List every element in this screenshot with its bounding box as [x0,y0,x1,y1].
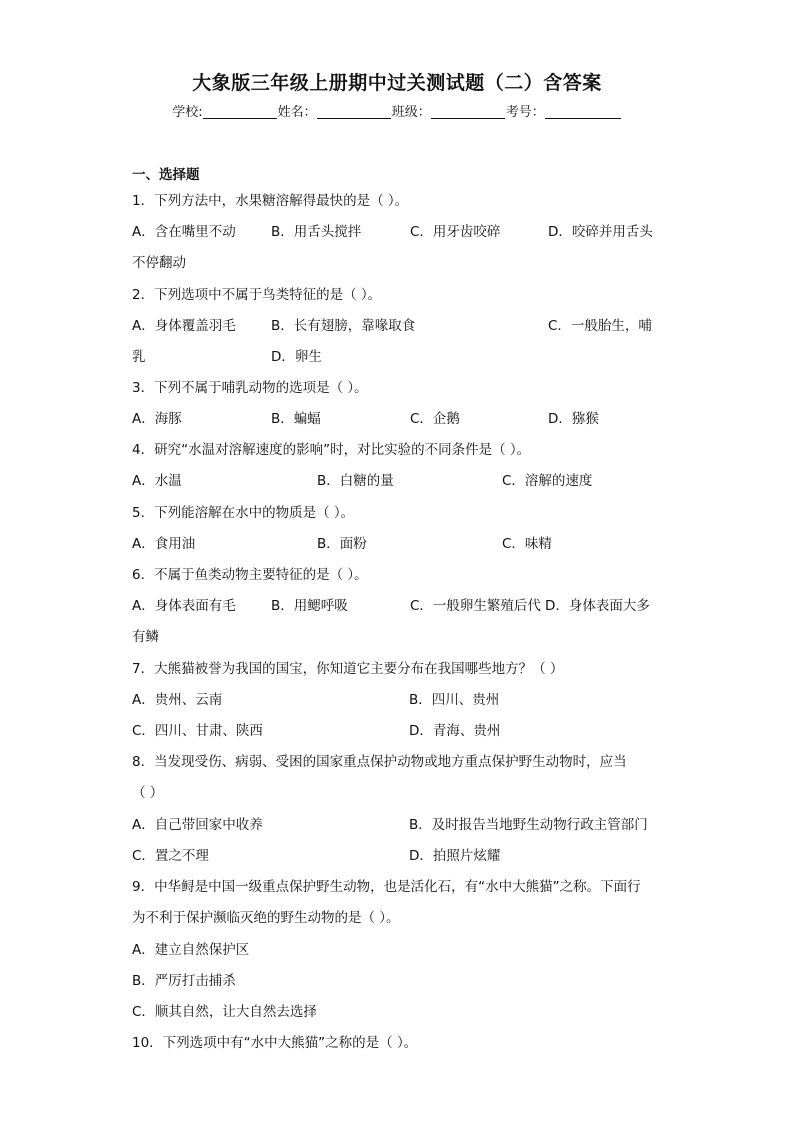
option-c: C．溶解的速度 [502,473,593,489]
question-stem: 6．不属于鱼类动物主要特征的是（ ）。 [132,567,368,583]
option-c: C．用牙齿咬碎 [410,224,501,240]
question-stem: 5．下列能溶解在水中的物质是（ ）。 [132,505,355,521]
option-wrap: 乳 [132,349,146,365]
exam-no-blank[interactable] [545,104,621,119]
option-a: A．含在嘴里不动 [132,224,236,240]
option-b: B．蝙蝠 [271,411,321,427]
question-stem: 3．下列不属于哺乳动物的选项是（ ）。 [132,380,368,396]
option-a: A．自己带回家中收养 [132,817,263,833]
question-stem-cont: （ ） [132,785,164,801]
question-stem: 1．下列方法中，水果糖溶解得最快的是（ ）。 [132,193,409,209]
document-title: 大象版三年级上册期中过关测试题（二）含答案 [192,72,602,94]
option-d: D．咬碎并用舌头 [548,224,653,240]
question-stem: 9．中华鲟是中国一级重点保护野生动物，也是活化石，有“水中大熊猫”之称。下面行 [132,879,641,895]
option-c: C．企鹅 [410,411,460,427]
option-d: D．拍照片炫耀 [409,848,501,864]
option-b: B．用鳃呼吸 [271,598,348,614]
option-d: D．猕猴 [548,411,599,427]
option-a: A．贵州、云南 [132,692,223,708]
question-stem-cont: 为不利于保护濒临灭绝的野生动物的是（ ）。 [132,910,400,926]
question-stem: 2．下列选项中不属于鸟类特征的是（ ）。 [132,287,382,303]
option-a: A．身体覆盖羽毛 [132,318,236,334]
school-blank[interactable] [203,104,277,119]
option-d: D．青海、贵州 [409,723,501,739]
option-c: C．一般胎生，哺 [548,318,652,334]
option-a: A．建立自然保护区 [132,942,250,958]
option-b: B．四川、贵州 [409,692,500,708]
option-b: B．严厉打击捕杀 [132,973,236,989]
option-b: B．长有翅膀，靠喙取食 [271,318,416,334]
name-blank[interactable] [317,104,391,119]
exam-no-label: 考号： [505,105,545,120]
option-wrap: 有鳞 [132,629,159,645]
question-stem: 8．当发现受伤、病弱、受困的国家重点保护动物或地方重点保护野生动物时，应当 [132,754,627,770]
question-stem: 10．下列选项中有“水中大熊猫”之称的是（ ）。 [132,1035,418,1051]
option-a: A．水温 [132,473,182,489]
question-stem: 7．大熊猫被誉为我国的国宝，你知道它主要分布在我国哪些地方？（ ） [132,661,564,677]
class-blank[interactable] [431,104,505,119]
option-c: C．一般卵生繁殖后代 [410,598,541,614]
option-a: A．身体表面有毛 [132,598,236,614]
option-b: B．面粉 [317,536,367,552]
option-b: B．及时报告当地野生动物行政主管部门 [409,817,648,833]
school-label: 学校: [172,105,203,120]
name-label: 姓名： [277,105,317,120]
question-stem: 4．研究“水温对溶解速度的影响”时，对比实验的不同条件是（ ）。 [132,442,531,458]
option-c: C．置之不理 [132,848,209,864]
option-c: C．顺其自然，让大自然去选择 [132,1004,317,1020]
option-d: D．卵生 [271,349,322,365]
option-wrap: 不停翻动 [132,255,186,271]
option-a: A．食用油 [132,536,196,552]
class-label: 班级： [391,105,431,120]
option-c: C．味精 [502,536,552,552]
option-c: C．四川、甘肃、陕西 [132,723,263,739]
option-b: B．用舌头搅拌 [271,224,362,240]
student-info-line [0,101,794,120]
option-b: B．白糖的量 [317,473,394,489]
section-title: 一、选择题 [132,167,200,183]
option-a: A．海豚 [132,411,182,427]
option-d: D．身体表面大多 [545,598,650,614]
